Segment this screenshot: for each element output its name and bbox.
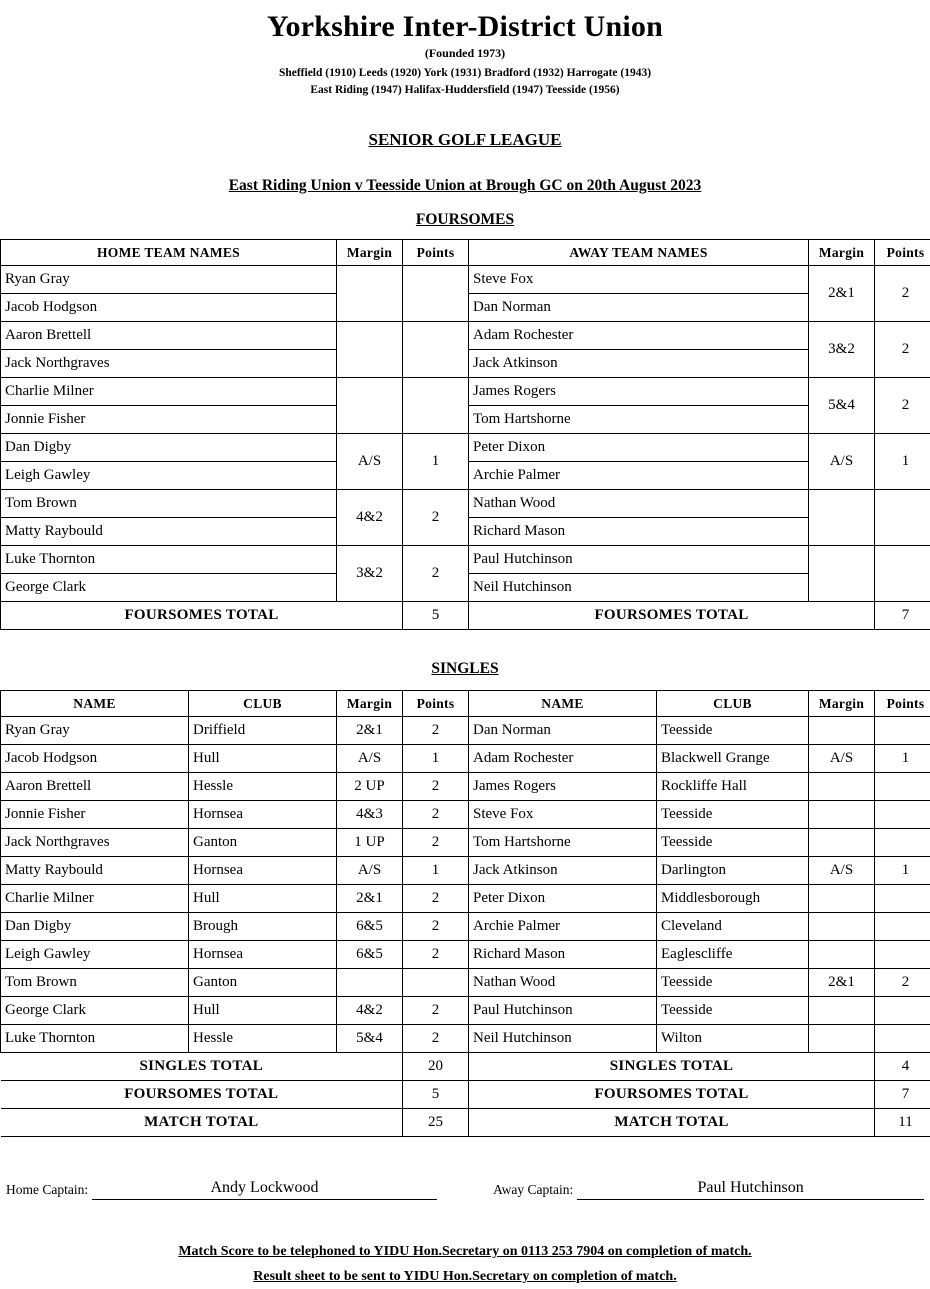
singles-away-margin[interactable]: [809, 1025, 875, 1053]
foursomes-home-player: Jack Northgraves: [1, 350, 337, 378]
singles-home-points[interactable]: 2: [403, 717, 469, 745]
foursomes-away-points[interactable]: 2: [875, 322, 930, 378]
match-total-row: [1, 1109, 930, 1137]
footer-notes: [0, 1240, 930, 1289]
foursomes-table: [0, 239, 930, 630]
foursomes-home-player: Luke Thornton: [1, 546, 337, 574]
table-row: [1, 490, 930, 518]
singles-section-title: SINGLES: [0, 660, 930, 678]
foursomes-subtotal-home[interactable]: 5: [403, 1081, 469, 1109]
table-row: [1, 266, 930, 294]
foursomes-away-points[interactable]: 2: [875, 266, 930, 322]
singles-away-points[interactable]: [875, 801, 930, 829]
singles-away-club: Darlington: [657, 857, 809, 885]
table-row: [1, 745, 930, 773]
singles-away-name: Richard Mason: [469, 941, 657, 969]
foursomes-header-home-names: HOME TEAM NAMES: [1, 240, 337, 266]
singles-away-margin[interactable]: [809, 773, 875, 801]
singles-header-away-margin: Margin: [809, 691, 875, 717]
singles-home-margin[interactable]: 5&4: [337, 1025, 403, 1053]
foursomes-subtotal-label-away: FOURSOMES TOTAL: [469, 1081, 875, 1109]
singles-away-name: Archie Palmer: [469, 913, 657, 941]
singles-away-margin[interactable]: [809, 801, 875, 829]
singles-home-name: Charlie Milner: [1, 885, 189, 913]
singles-header-away-name: NAME: [469, 691, 657, 717]
away-captain-block: [493, 1179, 924, 1200]
singles-away-club: Teesside: [657, 829, 809, 857]
singles-away-points[interactable]: 2: [875, 969, 930, 997]
singles-total-home[interactable]: 20: [403, 1053, 469, 1081]
foursomes-header-home-points: Points: [403, 240, 469, 266]
singles-away-club: Teesside: [657, 801, 809, 829]
captains-section: [0, 1179, 930, 1200]
founded-line: (Founded 1973): [0, 46, 930, 61]
singles-home-margin[interactable]: 4&3: [337, 801, 403, 829]
foursomes-away-points[interactable]: [875, 490, 930, 546]
foursomes-away-points[interactable]: 2: [875, 378, 930, 434]
singles-away-name: Nathan Wood: [469, 969, 657, 997]
singles-away-name: Jack Atkinson: [469, 857, 657, 885]
singles-away-name: Peter Dixon: [469, 885, 657, 913]
foursomes-away-player: Tom Hartshorne: [469, 406, 809, 434]
singles-home-name: George Clark: [1, 997, 189, 1025]
foursomes-home-points[interactable]: [403, 266, 469, 322]
foursomes-home-player: Charlie Milner: [1, 378, 337, 406]
singles-home-points[interactable]: 2: [403, 941, 469, 969]
foursomes-away-player: Steve Fox: [469, 266, 809, 294]
table-row: [1, 378, 930, 406]
foursomes-subtotal-away[interactable]: 7: [875, 1081, 930, 1109]
singles-home-margin[interactable]: [337, 969, 403, 997]
foursomes-home-player: Ryan Gray: [1, 266, 337, 294]
foursomes-home-margin[interactable]: [337, 322, 403, 378]
singles-home-club: Ganton: [189, 829, 337, 857]
singles-away-margin[interactable]: A/S: [809, 857, 875, 885]
singles-home-points[interactable]: 1: [403, 745, 469, 773]
singles-away-club: Teesside: [657, 717, 809, 745]
foursomes-away-margin[interactable]: [809, 546, 875, 602]
singles-away-club: Middlesborough: [657, 885, 809, 913]
foursomes-away-margin[interactable]: [809, 490, 875, 546]
districts-line-2: East Riding (1947) Halifax-Huddersfield (1947) Teesside (1956): [0, 82, 930, 99]
singles-header-away-points: Points: [875, 691, 930, 717]
foursomes-header-away-points: Points: [875, 240, 930, 266]
singles-home-name: Dan Digby: [1, 913, 189, 941]
foursomes-total-row: [1, 602, 930, 630]
singles-away-margin[interactable]: [809, 913, 875, 941]
foursomes-home-points[interactable]: 2: [403, 546, 469, 602]
singles-header-home-margin: Margin: [337, 691, 403, 717]
singles-home-points[interactable]: 2: [403, 829, 469, 857]
foursomes-away-player: Richard Mason: [469, 518, 809, 546]
singles-away-name: Steve Fox: [469, 801, 657, 829]
foursomes-home-player: Leigh Gawley: [1, 462, 337, 490]
foursomes-away-player: Adam Rochester: [469, 322, 809, 350]
foursomes-home-player: George Clark: [1, 574, 337, 602]
singles-away-points[interactable]: [875, 885, 930, 913]
foursomes-home-points[interactable]: 1: [403, 434, 469, 490]
singles-home-points[interactable]: 2: [403, 913, 469, 941]
singles-away-points[interactable]: [875, 773, 930, 801]
foursomes-away-player: Archie Palmer: [469, 462, 809, 490]
foursomes-away-points[interactable]: [875, 546, 930, 602]
foursomes-header-away-margin: Margin: [809, 240, 875, 266]
table-row: [1, 1025, 930, 1053]
foursomes-total-home[interactable]: 5: [403, 602, 469, 630]
singles-home-club: Hornsea: [189, 857, 337, 885]
page-title: Yorkshire Inter-District Union: [0, 10, 930, 44]
singles-home-name: Aaron Brettell: [1, 773, 189, 801]
table-row: [1, 322, 930, 350]
foursomes-away-player: Paul Hutchinson: [469, 546, 809, 574]
foursomes-away-player: Jack Atkinson: [469, 350, 809, 378]
singles-away-name: Tom Hartshorne: [469, 829, 657, 857]
table-row: [1, 997, 930, 1025]
foursomes-home-margin[interactable]: [337, 378, 403, 434]
singles-home-points[interactable]: 2: [403, 773, 469, 801]
captain-spacer: [437, 1179, 493, 1200]
foursomes-home-player: Dan Digby: [1, 434, 337, 462]
footer-line-2: Result sheet to be sent to YIDU Hon.Secretary on completion of match.: [0, 1265, 930, 1289]
singles-header-home-club: CLUB: [189, 691, 337, 717]
table-row: [1, 434, 930, 462]
singles-home-club: Hessle: [189, 773, 337, 801]
match-fixture-line: East Riding Union v Teesside Union at Brough GC on 20th August 2023: [0, 177, 930, 195]
foursomes-total-away[interactable]: 7: [875, 602, 930, 630]
foursomes-away-margin[interactable]: 2&1: [809, 266, 875, 322]
singles-home-points[interactable]: 1: [403, 857, 469, 885]
table-row: [1, 829, 930, 857]
table-row: [1, 941, 930, 969]
table-row: [1, 885, 930, 913]
singles-away-points[interactable]: [875, 717, 930, 745]
foursomes-home-player: Jacob Hodgson: [1, 294, 337, 322]
singles-home-club: Ganton: [189, 969, 337, 997]
foursomes-away-margin[interactable]: 3&2: [809, 322, 875, 378]
singles-home-club: Brough: [189, 913, 337, 941]
singles-home-margin[interactable]: 2 UP: [337, 773, 403, 801]
foursomes-home-margin[interactable]: 3&2: [337, 546, 403, 602]
singles-home-margin[interactable]: 6&5: [337, 913, 403, 941]
singles-away-name: Dan Norman: [469, 717, 657, 745]
singles-away-club: Wilton: [657, 1025, 809, 1053]
foursomes-away-margin[interactable]: 5&4: [809, 378, 875, 434]
foursomes-away-player: Peter Dixon: [469, 434, 809, 462]
singles-header-home-points: Points: [403, 691, 469, 717]
singles-home-name: Ryan Gray: [1, 717, 189, 745]
foursomes-home-margin[interactable]: A/S: [337, 434, 403, 490]
singles-total-label-away: SINGLES TOTAL: [469, 1053, 875, 1081]
footer-line-1: Match Score to be telephoned to YIDU Hon.Secretary on 0113 253 7904 on completion of match.: [0, 1240, 930, 1265]
singles-home-points[interactable]: 2: [403, 885, 469, 913]
foursomes-section-title: FOURSOMES: [0, 211, 930, 229]
away-captain-name[interactable]: Paul Hutchinson: [577, 1179, 924, 1200]
singles-away-name: Paul Hutchinson: [469, 997, 657, 1025]
home-captain-name[interactable]: Andy Lockwood: [92, 1179, 437, 1200]
singles-away-margin[interactable]: [809, 717, 875, 745]
singles-total-label-home: SINGLES TOTAL: [1, 1053, 403, 1081]
singles-away-points[interactable]: [875, 1025, 930, 1053]
table-row: [1, 717, 930, 745]
singles-home-margin[interactable]: A/S: [337, 745, 403, 773]
foursomes-away-points[interactable]: 1: [875, 434, 930, 490]
singles-away-club: Teesside: [657, 969, 809, 997]
singles-home-name: Jack Northgraves: [1, 829, 189, 857]
home-captain-block: [6, 1179, 437, 1200]
singles-home-margin[interactable]: 2&1: [337, 717, 403, 745]
singles-away-points[interactable]: [875, 829, 930, 857]
home-captain-label: Home Captain:: [6, 1182, 92, 1200]
singles-home-club: Driffield: [189, 717, 337, 745]
singles-away-name: Adam Rochester: [469, 745, 657, 773]
singles-away-margin[interactable]: 2&1: [809, 969, 875, 997]
singles-away-club: Rockliffe Hall: [657, 773, 809, 801]
foursomes-home-player: Tom Brown: [1, 490, 337, 518]
foursomes-header-away-names: AWAY TEAM NAMES: [469, 240, 809, 266]
match-total-label-away: MATCH TOTAL: [469, 1109, 875, 1137]
foursomes-home-player: Matty Raybould: [1, 518, 337, 546]
singles-home-club: Hessle: [189, 1025, 337, 1053]
foursomes-header-row: [1, 240, 930, 266]
singles-home-margin[interactable]: 4&2: [337, 997, 403, 1025]
singles-home-points[interactable]: [403, 969, 469, 997]
singles-header-row: [1, 691, 930, 717]
table-row: [1, 969, 930, 997]
singles-away-club: Blackwell Grange: [657, 745, 809, 773]
singles-home-name: Tom Brown: [1, 969, 189, 997]
singles-header-home-name: NAME: [1, 691, 189, 717]
singles-away-margin[interactable]: [809, 829, 875, 857]
singles-home-name: Jacob Hodgson: [1, 745, 189, 773]
districts-line-1: Sheffield (1910) Leeds (1920) York (1931) Bradford (1932) Harrogate (1943): [0, 65, 930, 82]
singles-away-points[interactable]: 1: [875, 857, 930, 885]
foursomes-home-points[interactable]: 2: [403, 490, 469, 546]
away-captain-label: Away Captain:: [493, 1182, 577, 1200]
foursomes-home-points[interactable]: [403, 378, 469, 434]
foursomes-away-player: Nathan Wood: [469, 490, 809, 518]
singles-home-name: Matty Raybould: [1, 857, 189, 885]
foursomes-away-player: James Rogers: [469, 378, 809, 406]
table-row: [1, 857, 930, 885]
match-total-home[interactable]: 25: [403, 1109, 469, 1137]
foursomes-subtotal-label-home: FOURSOMES TOTAL: [1, 1081, 403, 1109]
singles-home-name: Luke Thornton: [1, 1025, 189, 1053]
singles-home-margin[interactable]: A/S: [337, 857, 403, 885]
foursomes-home-margin[interactable]: 4&2: [337, 490, 403, 546]
table-row: [1, 801, 930, 829]
foursomes-total-label-home: FOURSOMES TOTAL: [1, 602, 403, 630]
singles-away-club: Cleveland: [657, 913, 809, 941]
foursomes-away-player: Dan Norman: [469, 294, 809, 322]
singles-away-margin[interactable]: A/S: [809, 745, 875, 773]
singles-away-margin[interactable]: [809, 941, 875, 969]
singles-table: [0, 690, 930, 1137]
singles-away-name: Neil Hutchinson: [469, 1025, 657, 1053]
singles-home-points[interactable]: 2: [403, 997, 469, 1025]
singles-home-club: Hull: [189, 745, 337, 773]
foursomes-home-player: Aaron Brettell: [1, 322, 337, 350]
singles-home-margin[interactable]: 1 UP: [337, 829, 403, 857]
singles-total-row: [1, 1053, 930, 1081]
singles-home-name: Jonnie Fisher: [1, 801, 189, 829]
singles-home-margin[interactable]: 6&5: [337, 941, 403, 969]
singles-away-club: Eaglescliffe: [657, 941, 809, 969]
singles-home-points[interactable]: 2: [403, 1025, 469, 1053]
table-row: [1, 913, 930, 941]
foursomes-home-player: Jonnie Fisher: [1, 406, 337, 434]
foursomes-total-label-away: FOURSOMES TOTAL: [469, 602, 875, 630]
result-sheet-page: [0, 10, 930, 1289]
foursomes-home-margin[interactable]: [337, 266, 403, 322]
foursomes-subtotal-row: [1, 1081, 930, 1109]
singles-home-name: Leigh Gawley: [1, 941, 189, 969]
singles-away-margin[interactable]: [809, 997, 875, 1025]
singles-away-points[interactable]: [875, 997, 930, 1025]
singles-home-club: Hull: [189, 885, 337, 913]
foursomes-home-points[interactable]: [403, 322, 469, 378]
singles-away-margin[interactable]: [809, 885, 875, 913]
foursomes-header-home-margin: Margin: [337, 240, 403, 266]
singles-home-club: Hull: [189, 997, 337, 1025]
match-total-away[interactable]: 11: [875, 1109, 930, 1137]
singles-home-points[interactable]: 2: [403, 801, 469, 829]
foursomes-away-player: Neil Hutchinson: [469, 574, 809, 602]
singles-away-name: James Rogers: [469, 773, 657, 801]
singles-total-away[interactable]: 4: [875, 1053, 930, 1081]
singles-away-points[interactable]: [875, 941, 930, 969]
singles-away-points[interactable]: [875, 913, 930, 941]
singles-home-club: Hornsea: [189, 801, 337, 829]
league-title: SENIOR GOLF LEAGUE: [0, 130, 930, 150]
table-row: [1, 546, 930, 574]
match-total-label-home: MATCH TOTAL: [1, 1109, 403, 1137]
singles-away-club: Teesside: [657, 997, 809, 1025]
singles-header-away-club: CLUB: [657, 691, 809, 717]
singles-away-points[interactable]: 1: [875, 745, 930, 773]
foursomes-away-margin[interactable]: A/S: [809, 434, 875, 490]
singles-home-margin[interactable]: 2&1: [337, 885, 403, 913]
table-row: [1, 773, 930, 801]
singles-home-club: Hornsea: [189, 941, 337, 969]
